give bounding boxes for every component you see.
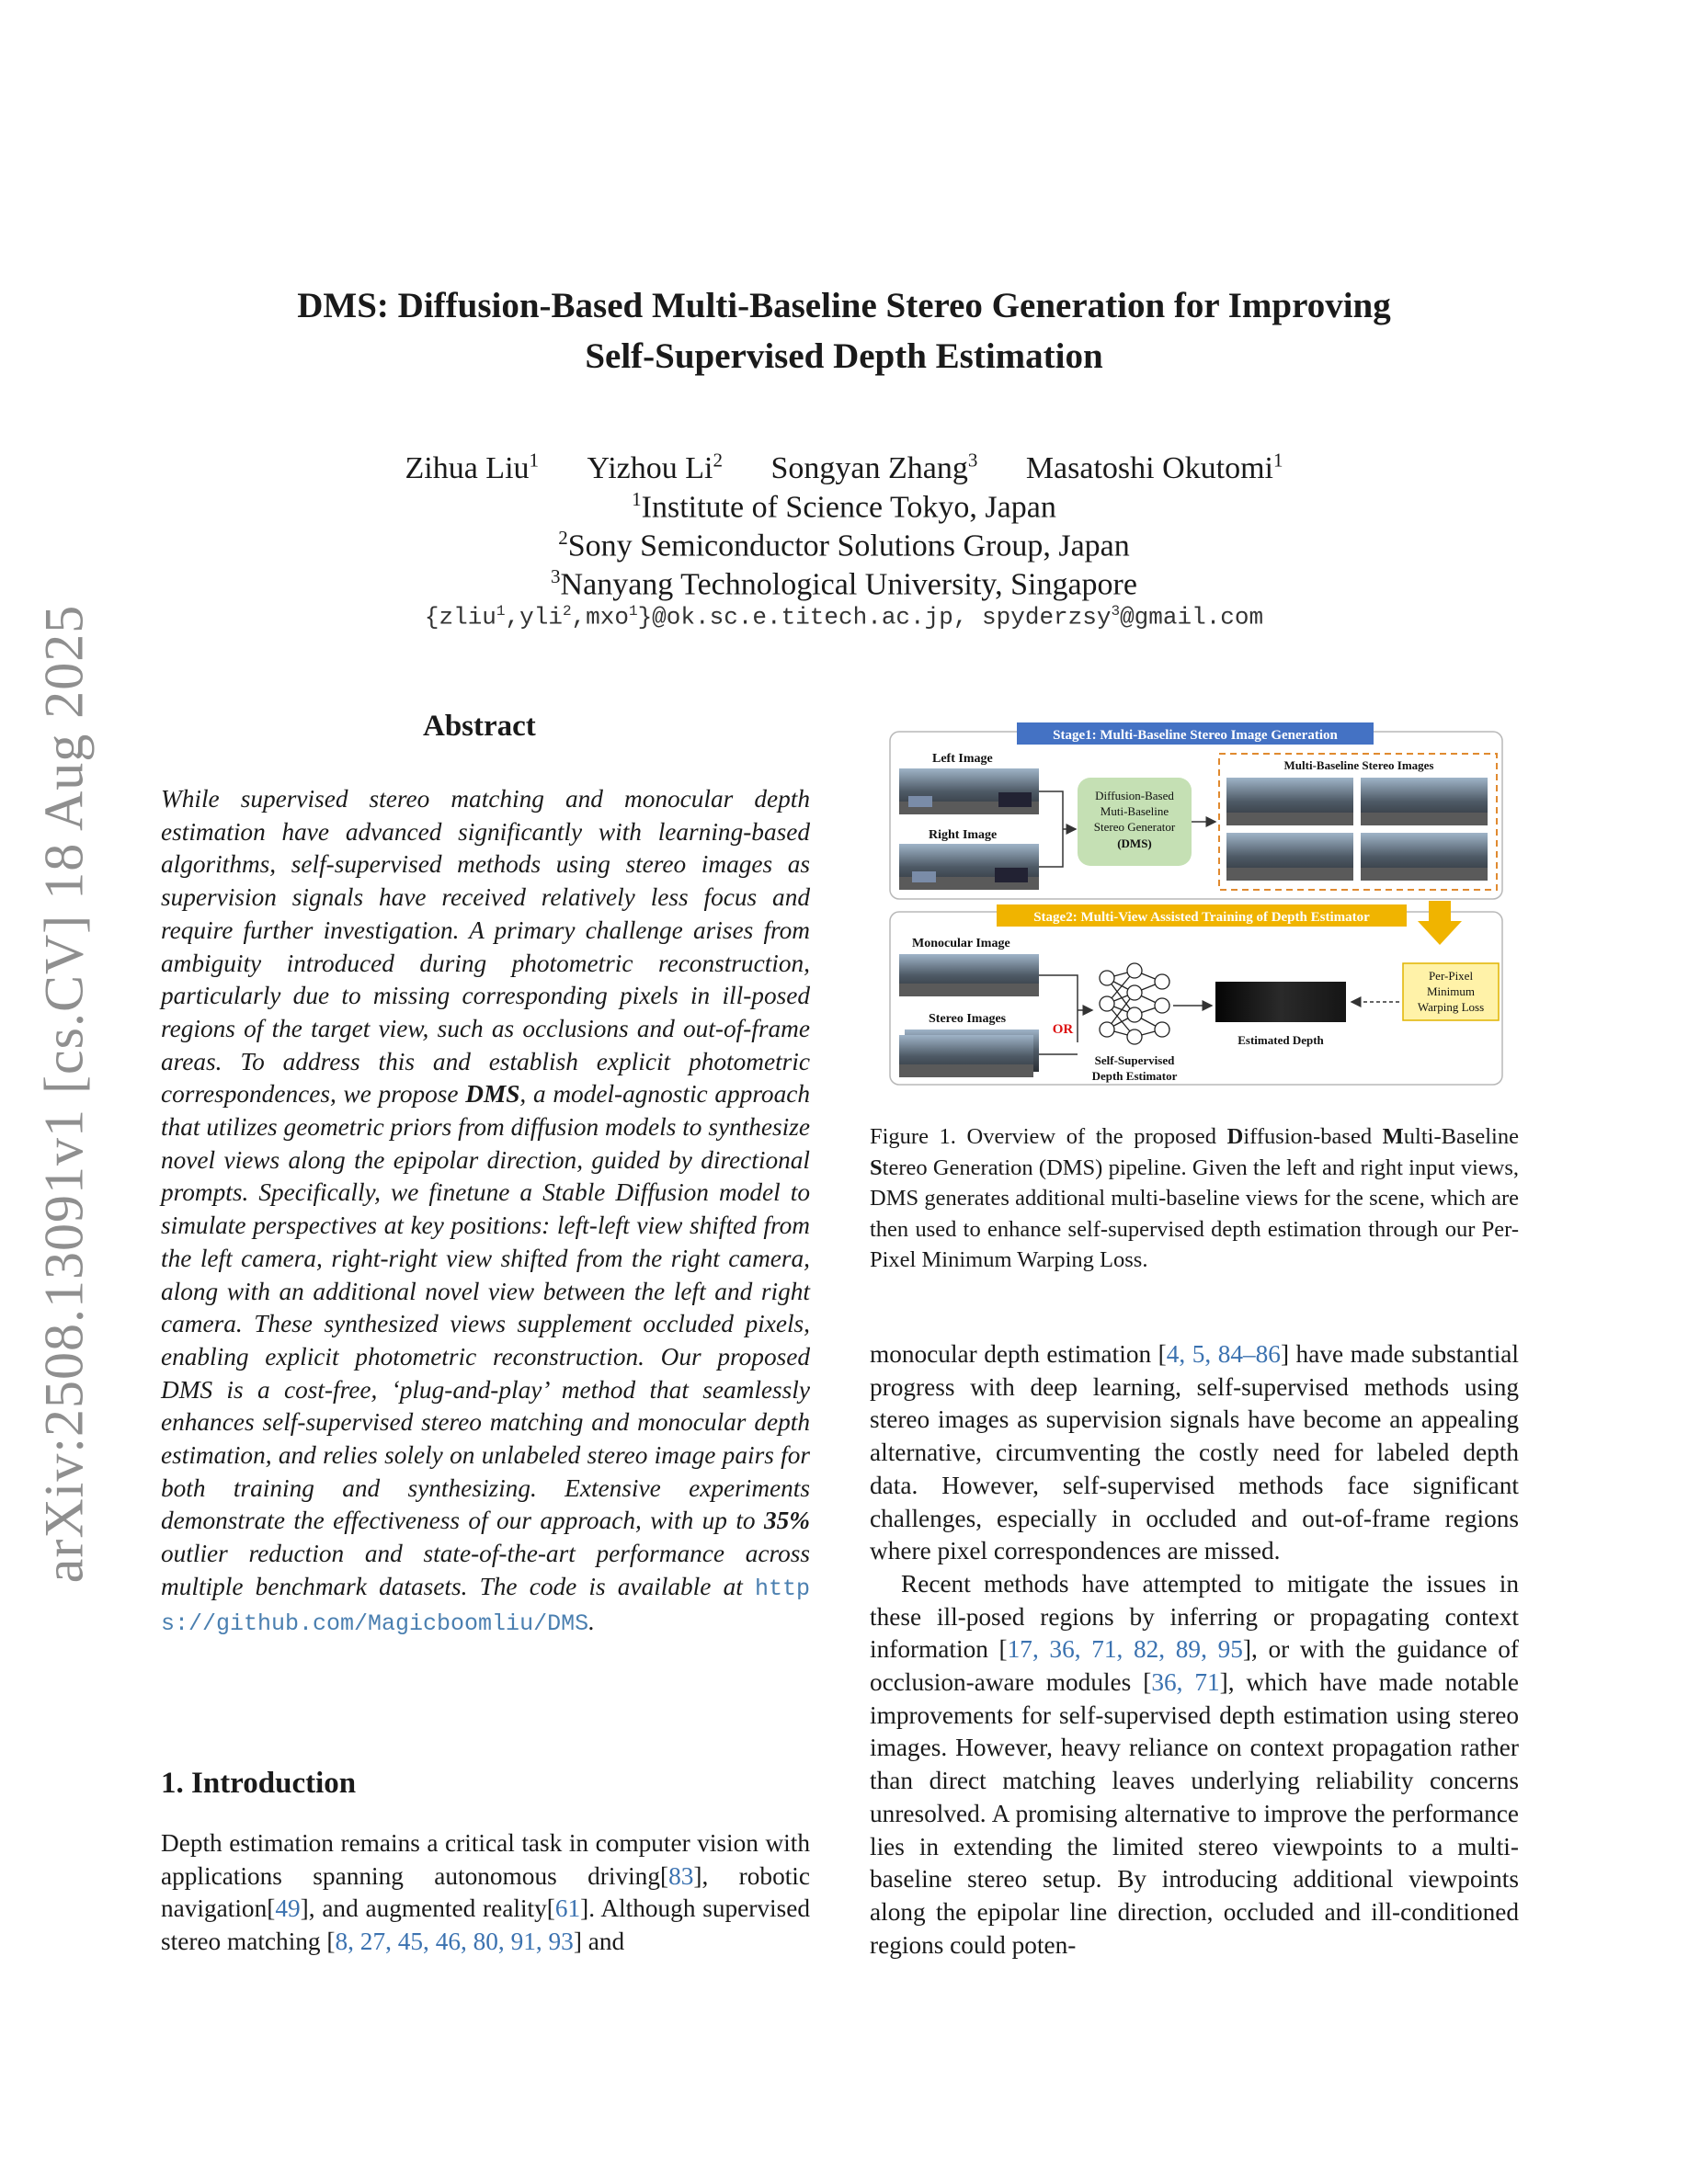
figure-1-caption: Figure 1. Overview of the proposed Diffusion-based Multi-Baseline Stereo Generation (DMS) pipeline. Given the left and right input views, DMS generates additional multi-baseline views for the scene, which are then used to enhance self-supervised depth estimation through our Per-Pixel Minimum Warping Loss.	[870, 1124, 1519, 1272]
generator-line-1: Diffusion-Based	[1095, 789, 1174, 802]
citation-link[interactable]: 61	[554, 1894, 581, 1923]
left-image-thumb	[899, 768, 1039, 814]
depth-estimator-line-1: Self-Supervised	[1094, 1053, 1175, 1067]
title-line-1: DMS: Diffusion-Based Multi-Baseline Stereo Generation for Improving	[297, 286, 1391, 325]
citation-link[interactable]: 4, 5, 84–86	[1166, 1340, 1281, 1368]
stereo-images-label: Stereo Images	[929, 1012, 1007, 1026]
affiliation-1: $^1$Institute of Science Tokyo, Japan	[632, 488, 1056, 525]
affiliation-2: $^2$Sony Semiconductor Solutions Group, Japan	[558, 527, 1130, 563]
code-link[interactable]: https://github.com/Magicboomliu/DMS	[161, 1575, 810, 1637]
multi-baseline-label: Multi-Baseline Stereo Images	[1283, 758, 1434, 772]
paper-title	[184, 280, 1504, 381]
generator-line-4: (DMS)	[1117, 836, 1152, 850]
affiliation-3: $^3$Nanyang Technological University, Singapore	[551, 565, 1137, 602]
generator-line-2: Muti-Baseline	[1100, 804, 1169, 818]
loss-line-2: Minimum	[1426, 984, 1476, 998]
author-4: Masatoshi Okutomi$^1$	[1025, 449, 1283, 486]
intro-text: Depth estimation remains a critical task in computer vision with applications spanning autonomous driving[83], robotic navigation[49], and augmented reality[61]. Although supervised stereo matching [8, 27, 45, 46, 80, 91, 93] and	[161, 1829, 810, 1956]
stereo-images-thumb	[899, 1029, 1039, 1077]
stage1-label: Stage1: Multi-Baseline Stereo Image Generation	[1053, 728, 1338, 743]
generated-views	[1226, 778, 1488, 881]
stage2-input-connector	[1039, 975, 1092, 1054]
generator-line-3: Stereo Generator	[1093, 820, 1176, 834]
stage-transition-arrow	[1418, 901, 1462, 945]
stage2-label: Stage2: Multi-View Assisted Training of Depth Estimator	[1033, 910, 1370, 925]
monocular-image-label: Monocular Image	[912, 937, 1010, 950]
author-1: Zihua Liu$^1$	[405, 449, 540, 486]
loss-line-3: Warping Loss	[1417, 1000, 1485, 1014]
abstract-text: While supervised stereo matching and monocular depth estimation have advanced significantly with learning-based algorithms, self-supervised methods using stereo images as supervision signals have received relatively less focus and require further investigation. A primary challenge arises from ambiguity introduced during photometric reconstruction, particularly due to missing corresponding pixels in ill-posed regions of the target view, such as occlusions and out-of-frame areas. To address this and establish explicit photometric correspondences, we propose DMS, a model-agnostic approach that utilizes geometric priors from diffusion models to synthesize novel views along the epipolar direction, guided by directional prompts. Specifically, we finetune a Stable Diffusion model to simulate perspectives at key positions: left-left view shifted from the left camera, right-right view shifted from the right camera, along with an additional novel view between the left and right camera. These synthesized views supplement occluded pixels, enabling explicit photometric reconstruction. Our proposed DMS is a cost-free, ‘plug-and-play’ method that seamlessly enhances self-supervised stereo matching and monocular depth estimation, and relies solely on unlabeled stereo image pairs for both training and synthesizing. Extensive experiments demonstrate the effectiveness of our approach, with up to 35% outlier reduction and state-of-the-art performance across multiple benchmark datasets. The code is available at https://github.com/Magicboomliu/DMS.	[161, 785, 810, 1637]
loss-line-1: Per-Pixel	[1428, 969, 1474, 983]
estimated-depth-label: Estimated Depth	[1237, 1033, 1324, 1047]
estimated-depth-map	[1215, 982, 1346, 1022]
right-paragraph-1: monocular depth estimation [4, 5, 84–86] have made substantial progress with deep learning, self-supervised methods using stereo images as supervision signals have become an appealing alternative, circumventing the costly need for labeled depth data. However, self-supervised methods face significant challenges, especially in occluded and out-of-frame regions where pixel correspondences are missed.	[870, 1340, 1519, 1565]
right-column-text	[870, 1338, 1519, 1962]
pipeline-diagram	[888, 721, 1504, 1088]
author-3: Songyan Zhang$^3$	[770, 449, 978, 486]
figure-1	[888, 721, 1504, 1088]
author-2: Yizhou Li$^2$	[587, 449, 723, 486]
left-image-label: Left Image	[932, 752, 993, 766]
citation-link[interactable]: 83	[668, 1861, 694, 1890]
arxiv-id: arXiv:2508.13091v1 [cs.CV] 18 Aug 2025	[33, 604, 95, 1584]
abstract-heading: Abstract	[423, 710, 536, 743]
depth-estimator-line-2: Depth Estimator	[1091, 1069, 1178, 1083]
monocular-image-thumb	[899, 954, 1039, 996]
neural-network-icon	[1100, 963, 1169, 1044]
citation-link[interactable]: 36, 71	[1151, 1668, 1220, 1697]
intro-heading: 1. Introduction	[161, 1767, 357, 1800]
citation-link[interactable]: 49	[275, 1894, 301, 1923]
or-label: OR	[1052, 1022, 1074, 1037]
arxiv-watermark	[13, 588, 116, 1599]
author-emails: {zliu$^1$,yli$^2$,mxo$^1$}@ok.sc.e.titech.ac.jp, spyderzsy$^3$@gmail.com	[424, 603, 1264, 631]
input-connector	[1039, 791, 1076, 867]
right-image-thumb	[899, 844, 1039, 890]
title-line-2: Self-Supervised Depth Estimation	[585, 336, 1103, 376]
citation-link[interactable]: 8, 27, 45, 46, 80, 91, 93	[335, 1928, 574, 1956]
citation-link[interactable]: 17, 36, 71, 82, 89, 95	[1007, 1635, 1243, 1664]
right-image-label: Right Image	[929, 828, 998, 842]
right-paragraph-2: Recent methods have attempted to mitigate the issues in these ill-posed regions by inferring or propagating context information [17, 36, 71, 82, 89, 95], or with the guidance of occlusion-aware modules [36, 71], which have made notable improvements for self-supervised depth estimation using stereo images. However, heavy reliance on context propagation rather than direct matching leaves underlying reliability concerns unresolved. A promising alternative to improve the performance lies in extending the limited stereo viewpoints to a multi-baseline stereo setup. By introducing additional viewpoints along the epipolar line direction, occluded and ill-conditioned regions could poten-	[870, 1569, 1519, 1959]
